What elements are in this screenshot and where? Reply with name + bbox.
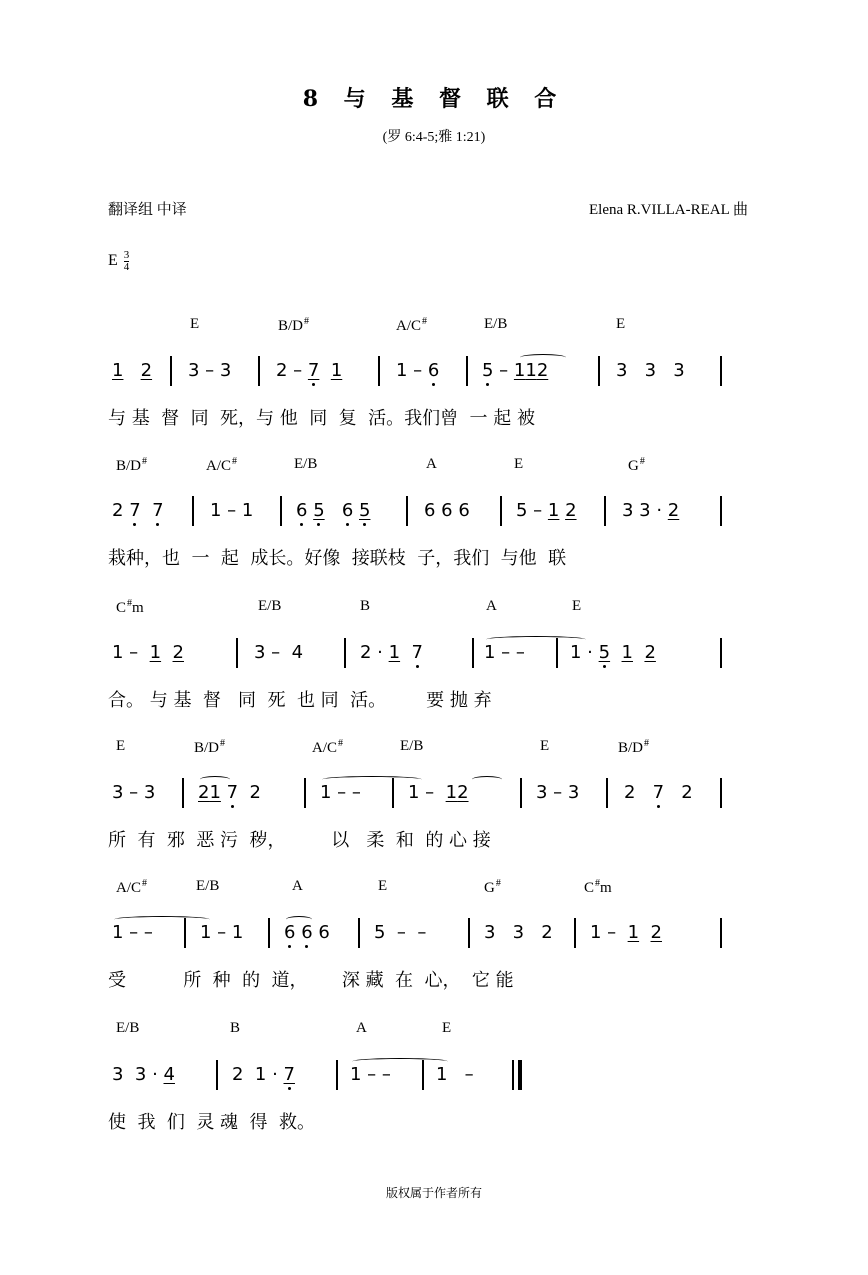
note: 1 – – [350,1064,391,1085]
chord: G# [484,878,501,896]
barline [606,778,608,808]
note: 5 – – [374,922,427,943]
barline [268,918,270,948]
barline [598,356,600,386]
tie [200,776,230,783]
lyric-row-1: 与 基 督 同 死，与 他 同 复 活。我们曾 一 起 被 [108,408,535,429]
note: 6 6 6 [284,922,330,943]
tie [114,916,210,923]
barline [170,356,172,386]
barline [574,918,576,948]
note: 1 – – [484,642,525,663]
barline [280,496,282,526]
note: 3 3 3 [616,360,685,381]
barline [184,918,186,948]
barline [182,778,184,808]
tie [322,776,422,783]
barline [500,496,502,526]
note: 1 – 1 [200,922,244,943]
note: 2 7 7 [112,500,164,521]
chord: A/C# [206,456,238,474]
note: 2 – 7 1 [276,360,343,381]
barline [336,1060,338,1090]
time-numerator: 3 [123,249,130,261]
note: 1 – 6 [396,360,440,381]
song-title: 8 与 基 督 联 合 [302,86,566,112]
note: 2 7 2 [624,782,693,803]
lyric-row-4: 所 有 邪 恶 污 秽， 以 柔 和 的 心 接 [108,830,491,851]
chord: G# [628,456,645,474]
chord: E [540,738,550,754]
note: 2 1 · 7 [232,1064,295,1085]
note: 1 – – [320,782,361,803]
note: 5 – 1 2 [516,500,577,521]
final-barline [518,1060,522,1090]
notation-row-5 [108,922,728,956]
note: 3 – 4 [254,642,304,663]
note: 1 2 [112,360,153,381]
note: 5 – 112 [482,360,549,381]
note: 1 – 12 [408,782,469,803]
note: 1 – 1 2 [112,642,184,663]
chord: A [356,1020,367,1036]
barline [512,1060,514,1090]
barline [472,638,474,668]
notation-row-1 [108,360,728,394]
barline [720,496,722,526]
barline [720,638,722,668]
barline [468,918,470,948]
composer-credit: Elena R.VILLA-REAL 曲 [589,202,748,218]
barline [192,496,194,526]
chord: E/B [258,598,282,614]
time-signature [124,250,130,273]
note: 1 – 1 2 [590,922,662,943]
note: 3 – 3 [536,782,580,803]
barline [258,356,260,386]
note: 6 5 6 5 [296,500,371,521]
chord: B/D# [194,738,226,756]
chord: B/D# [618,738,650,756]
note: 3 3 2 [484,922,553,943]
barline [556,638,558,668]
chord: B/D# [278,316,310,334]
note: 2 · 1 7 [360,642,423,663]
time-denominator: 4 [123,261,130,273]
tie [352,1058,448,1065]
chord: B/D# [116,456,148,474]
chord: A [486,598,497,614]
barline [392,778,394,808]
tie [286,916,312,923]
note: 1 – 1 [210,500,254,521]
barline [216,1060,218,1090]
barline [466,356,468,386]
chord: E [514,456,524,472]
chord: C#m [116,598,144,616]
notation-row-2 [108,500,728,534]
note: 3 – 3 [188,360,232,381]
barline [720,918,722,948]
barline [236,638,238,668]
lyric-row-5: 受 所 种 的 道， 深 藏 在 心， 它 能 [108,970,514,991]
notation-row-3 [108,642,728,676]
copyright-footer: 版权属于作者所有 [385,1186,482,1200]
chord: A/C# [116,878,148,896]
lyric-row-2: 栽种，也 一 起 成长。好像 接联枝 子，我们 与他 联 [108,548,567,569]
chord: E [442,1020,452,1036]
key-name: E [108,252,118,270]
note: 3 3 · 2 [622,500,680,521]
barline [422,1060,424,1090]
note: 3 3 · 4 [112,1064,175,1085]
chord: E/B [294,456,318,472]
barline [406,496,408,526]
chord: E [616,316,626,332]
chord: E [190,316,200,332]
chord: E/B [116,1020,140,1036]
chord: E/B [400,738,424,754]
key-signature [108,250,129,273]
chord: A [292,878,303,894]
tie [472,776,502,783]
barline [604,496,606,526]
chord: E [572,598,582,614]
lyric-row-6: 使 我 们 灵 魂 得 救。 [108,1112,315,1133]
barline [344,638,346,668]
barline [358,918,360,948]
chord: E/B [196,878,220,894]
chord: B [360,598,371,614]
note: 6 6 6 [424,500,470,521]
barline [378,356,380,386]
tuplet-bracket [520,354,566,361]
chord: E/B [484,316,508,332]
chord: A/C# [312,738,344,756]
barline [720,778,722,808]
chord: A/C# [396,316,428,334]
note: 1 – – [112,922,153,943]
translator-credit: 翻译组 中译 [108,202,187,218]
note: 3 – 3 [112,782,156,803]
barline [520,778,522,808]
note: 1 · 5 1 2 [570,642,656,663]
barline [304,778,306,808]
chord: E [378,878,388,894]
barline [720,356,722,386]
chord: C#m [584,878,612,896]
note: 21 7 2 [198,782,261,803]
scripture-reference: (罗 6:4-5;雅 1:21) [382,130,486,145]
chord: A [426,456,437,472]
notation-row-6 [108,1064,728,1098]
note: 1 – [436,1064,474,1085]
notation-row-4 [108,782,728,816]
chord: B [230,1020,241,1036]
chord: E [116,738,126,754]
lyric-row-3: 合。 与 基 督 同 死 也 同 活。 要 抛 弃 [108,690,492,711]
